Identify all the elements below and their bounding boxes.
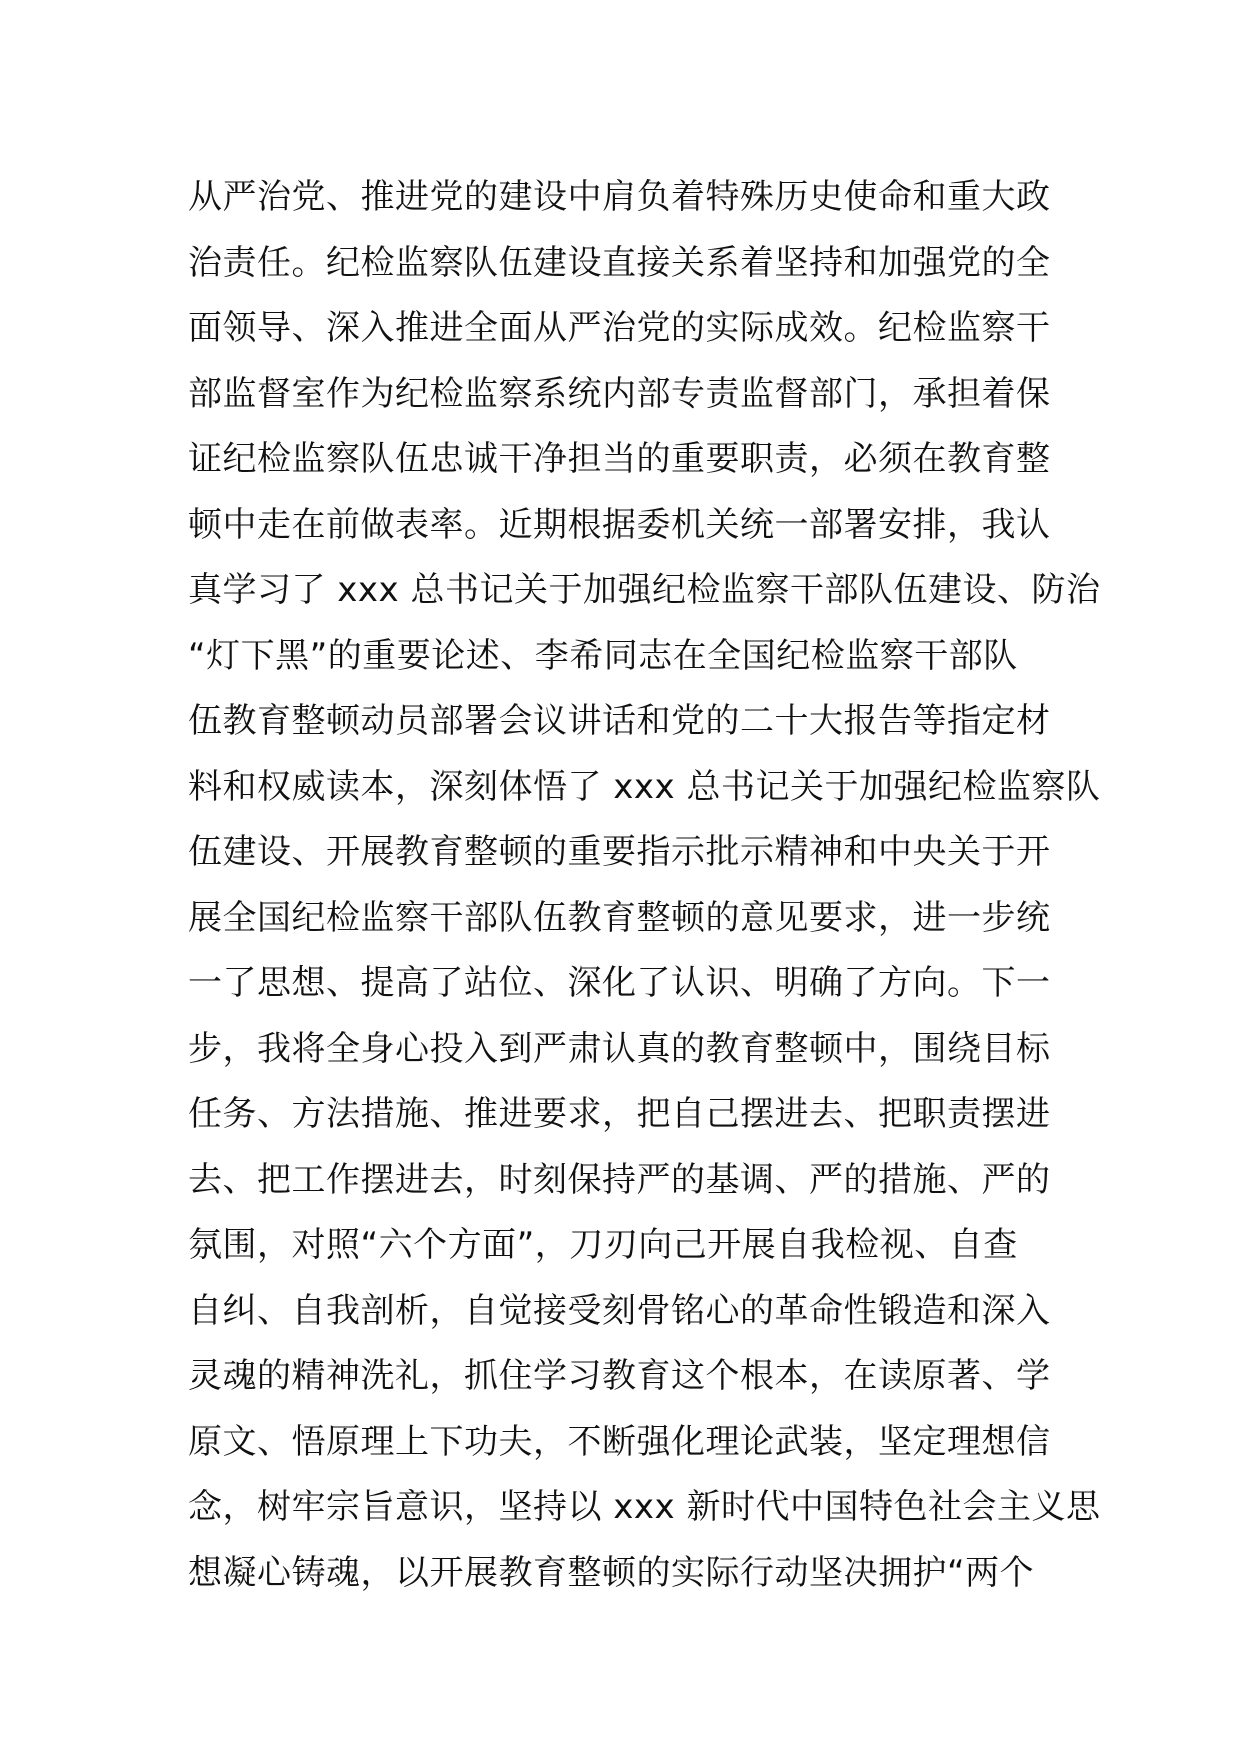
text-line-10: 料和权威读本，深刻体悟了 xxx 总书记关于加强纪检监察队 — [188, 766, 1101, 807]
text-line-15: 任务、方法措施、推进要求，把自己摆进去、把职责摆进 — [188, 1094, 1051, 1134]
text-line-7: 真学习了 xxx 总书记关于加强纪检监察干部队伍建设、防治 — [188, 570, 1101, 610]
text-line-17: 氛围，对照“六个方面”，刀刃向己开展自我检视、自查 — [188, 1225, 1018, 1265]
text-line-12: 展全国纪检监察干部队伍教育整顿的意见要求，进一步统 — [188, 897, 1051, 938]
text-line-4: 部监督室作为纪检监察系统内部专责监督部门，承担着保 — [188, 373, 1051, 414]
text-line-5: 证纪检监察队伍忠诚干净担当的重要职责，必须在教育整 — [188, 439, 1051, 479]
text-line-2: 治责任。纪检监察队伍建设直接关系着坚持和加强党的全 — [188, 242, 1051, 283]
text-line-20: 原文、悟原理上下功夫，不断强化理论武装，坚定理想信 — [188, 1421, 1051, 1462]
text-line-6: 顿中走在前做表率。近期根据委机关统一部署安排，我认 — [188, 504, 1051, 545]
text-line-22: 想凝心铸魂，以开展教育整顿的实际行动坚决拥护“两个 — [188, 1552, 1035, 1593]
text-line-16: 去、把工作摆进去，时刻保持严的基调、严的措施、严的 — [188, 1159, 1051, 1200]
text-line-1: 从严治党、推进党的建设中肩负着特殊历史使命和重大政 — [188, 177, 1051, 217]
text-line-19: 灵魂的精神洗礼，抓住学习教育这个根本，在读原著、学 — [188, 1356, 1051, 1396]
text-line-8: “灯下黑”的重要论述、李希同志在全国纪检监察干部队 — [188, 635, 1018, 676]
text-line-11: 伍建设、开展教育整顿的重要指示批示精神和中央关于开 — [188, 832, 1051, 872]
body-text — [188, 165, 1101, 1606]
text-line-18: 自纠、自我剖析，自觉接受刻骨铭心的革命性锻造和深入 — [188, 1290, 1051, 1331]
text-line-21: 念，树牢宗旨意识，坚持以 xxx 新时代中国特色社会主义思 — [188, 1487, 1101, 1527]
text-line-14: 步，我将全身心投入到严肃认真的教育整顿中，围绕目标 — [188, 1028, 1051, 1069]
text-line-13: 一了思想、提高了站位、深化了认识、明确了方向。下一 — [188, 963, 1051, 1003]
text-line-3: 面领导、深入推进全面从严治党的实际成效。纪检监察干 — [188, 308, 1051, 348]
text-line-9: 伍教育整顿动员部署会议讲话和党的二十大报告等指定材 — [188, 701, 1051, 741]
